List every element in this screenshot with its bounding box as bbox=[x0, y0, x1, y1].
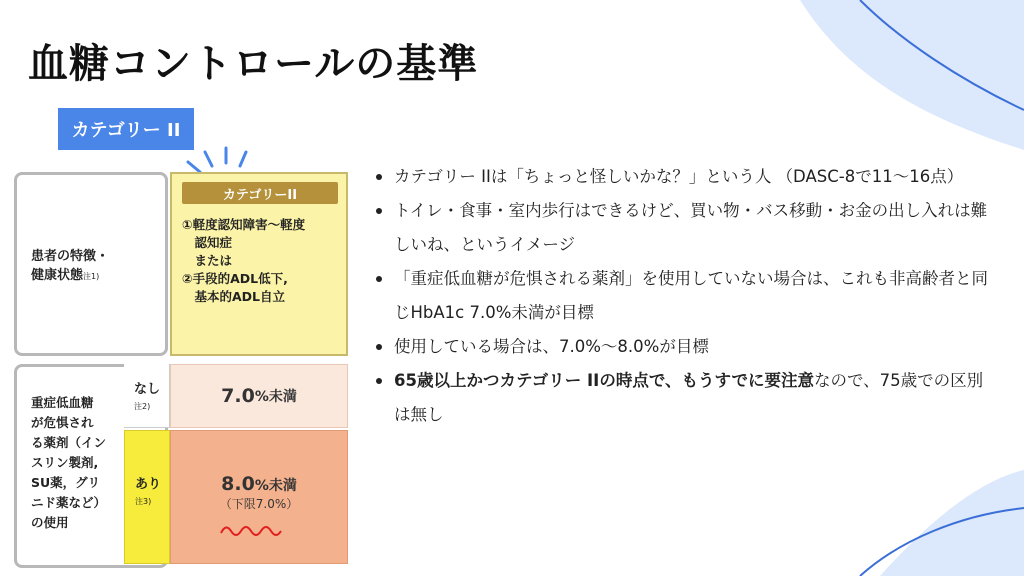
page-title: 血糖コントロールの基準 bbox=[28, 41, 479, 87]
bullet-list bbox=[370, 160, 990, 432]
list-item: トイレ・食事・室内歩行はできるけど、買い物・バス移動・お金の出し入れは難しいね、というイメージ bbox=[370, 194, 990, 262]
category-badge: カテゴリー II bbox=[58, 108, 194, 150]
list-item: 「重症低血糖が危惧される薬剤」を使用していない場合は、これも非高齢者と同じHbA1c 7.0%未満が目標 bbox=[370, 262, 990, 330]
drug-usage-label: 重症低血糖 が危惧され る薬剤（イン スリン製剤, SU薬，グリ ニド薬など） の使用 bbox=[31, 395, 107, 530]
patient-characteristics-label: 患者の特徴・ 健康状態注1) bbox=[31, 249, 110, 283]
patient-characteristics-cell bbox=[14, 172, 168, 356]
with-drug-label: あり 注3) bbox=[135, 477, 162, 506]
target-with-drug bbox=[170, 430, 348, 564]
top-right-blob bbox=[800, 0, 1024, 150]
target-with-drug-lower-limit: （下限7.0%） bbox=[219, 497, 299, 511]
emphasis-text: 65歳以上かつカテゴリー IIの時点で、もうすでに要注意 bbox=[394, 371, 814, 390]
top-right-line bbox=[860, 0, 1024, 110]
category-description: ①軽度認知障害～軽度 認知症 または ②手段的ADL低下, 基本的ADL自立 bbox=[182, 217, 306, 304]
category-column bbox=[170, 172, 348, 356]
no-drug-label: なし 注2) bbox=[134, 382, 161, 411]
wavy-underline-icon bbox=[219, 523, 289, 537]
target-no-drug: 7.0 %未満 bbox=[170, 364, 348, 428]
bottom-right-line bbox=[860, 508, 1024, 576]
criteria-table bbox=[14, 168, 348, 568]
no-drug-cell bbox=[124, 364, 170, 428]
with-drug-cell bbox=[124, 430, 170, 564]
target-with-drug-value: 8.0%未満 bbox=[221, 473, 297, 495]
list-item: カテゴリー IIは「ちょっと怪しいかな？」という人 （DASC-8で11～16点） bbox=[370, 160, 990, 194]
list-item: 使用している場合は、7.0%～8.0%が目標 bbox=[370, 330, 990, 364]
category-header: カテゴリーII bbox=[182, 182, 338, 204]
list-item-text: なので、75歳での区別は無し bbox=[394, 371, 984, 424]
bottom-right-blob bbox=[880, 470, 1024, 576]
list-item bbox=[370, 364, 990, 432]
